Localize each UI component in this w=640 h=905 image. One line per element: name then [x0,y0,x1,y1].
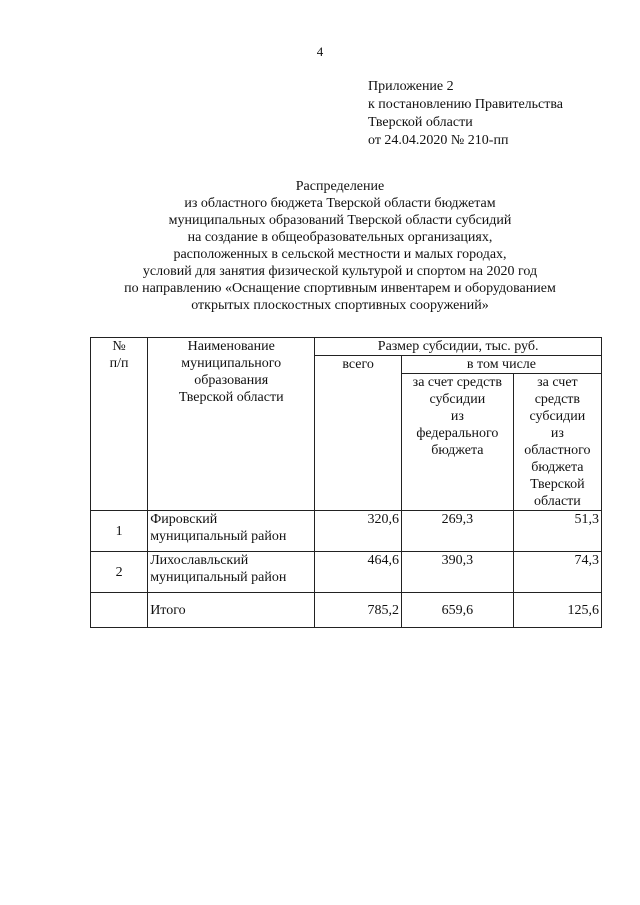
header-federal: за счет средств субсидии из федерального бюджета [401,374,513,511]
summary-num [91,593,148,628]
row-name: Фировский муниципальный район [148,511,315,552]
table-summary-row [91,593,602,628]
table-row [91,552,602,593]
header-regional: за счет средств субсидии из областного бюджета Тверской области [513,374,601,511]
row-name: Лихославльский муниципальный район [148,552,315,593]
appendix-line: Тверской области [368,115,473,130]
summary-total: 785,2 [315,593,402,628]
row-total: 320,6 [315,511,402,552]
row-num: 2 [91,552,148,593]
appendix-line: от 24.04.2020 № 210-пп [368,133,509,148]
title-line: на создание в общеобразовательных организациях, [187,230,493,245]
header-including: в том числе [401,356,601,374]
title-line: условий для занятия физической культурой и спортом на 2020 год [142,264,538,279]
appendix-line: к постановлению Правительства [368,97,564,112]
title-line: расположенных в сельской местности и малых городах, [173,247,507,262]
title-line: Распределение [295,179,385,194]
page-number: 4 [316,44,324,59]
row-regional: 74,3 [513,552,601,593]
header-num: № п/п [91,338,148,511]
title-line: из областного бюджета Тверской области бюджетам [184,196,496,211]
appendix-header [368,78,563,150]
title-line: по направлению «Оснащение спортивным инвентарем и оборудованием [124,281,556,296]
title-line: открытых плоскостных спортивных сооружений» [191,298,489,313]
title-line: муниципальных образований Тверской области субсидий [168,213,512,228]
summary-label: Итого [148,593,315,628]
appendix-line: Приложение 2 [368,79,454,94]
row-federal: 390,3 [401,552,513,593]
row-num: 1 [91,511,148,552]
row-regional: 51,3 [513,511,601,552]
table-row [91,511,602,552]
header-total: всего [315,356,402,511]
summary-regional: 125,6 [513,593,601,628]
summary-federal: 659,6 [401,593,513,628]
header-size: Размер субсидии, тыс. руб. [315,338,602,356]
header-name: Наименование муниципального образования Тверской области [148,338,315,511]
row-total: 464,6 [315,552,402,593]
subsidy-table [90,337,602,628]
row-federal: 269,3 [401,511,513,552]
document-title [90,178,590,314]
